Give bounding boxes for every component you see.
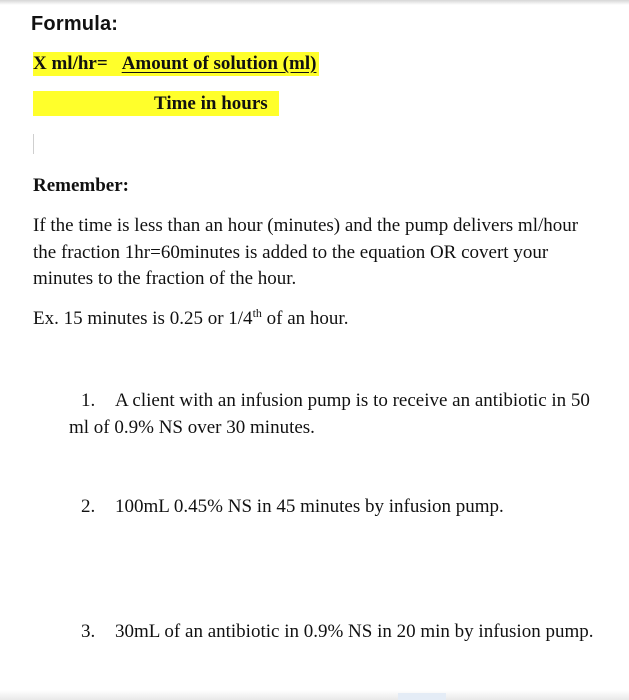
question-number: 2. [81,496,96,517]
example-line [33,308,348,330]
remember-heading: Remember: [33,175,130,196]
page-tab-indicator [398,693,446,700]
remember-paragraph: If the time is less than an hour (minutes) and the pump delivers ml/hour the fraction 1hr=60minutes is added to the equation OR covert your minutes to the fraction of the hour. [33,215,579,289]
example-prefix: Ex. 15 minutes is 0.25 or 1/4 [33,308,253,329]
question-3 [69,619,609,646]
question-number: 1. [81,390,96,411]
example-superscript: th [252,306,262,320]
formula-denominator: Time in hours [154,93,268,114]
bottom-divider [0,690,629,700]
formula-numerator-line [33,52,319,76]
example-suffix: of an hour. [261,308,349,329]
top-divider [0,0,629,5]
question-text: 100mL 0.45% NS in 45 minutes by infusion pump. [115,496,504,517]
question-text: A client with an infusion pump is to receive an antibiotic in 50 ml of 0.9% NS over 30 minutes. [69,390,590,438]
formula-denominator-line [33,91,279,116]
formula-heading: Formula: [31,13,119,35]
question-2 [69,494,609,521]
question-1 [69,388,609,441]
margin-mark [33,134,34,154]
formula-numerator: Amount of solution (ml) [121,53,317,74]
question-text: 30mL of an antibiotic in 0.9% NS in 20 min by infusion pump. [115,621,594,642]
formula-lhs: X ml/hr= [33,53,108,74]
question-number: 3. [81,621,96,642]
